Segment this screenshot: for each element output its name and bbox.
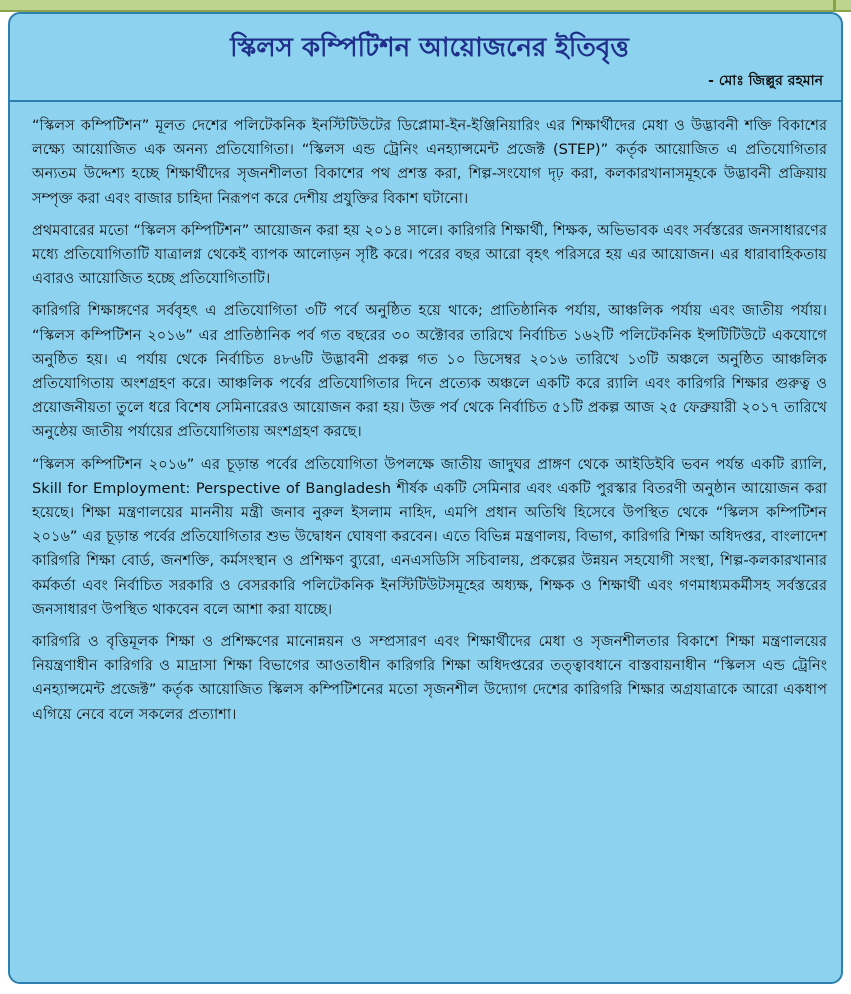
article-paragraph-5: কারিগরি ও বৃত্তিমূলক শিক্ষা ও প্রশিক্ষণের মানোন্নয়ন ও সম্প্রসারণ এবং শিক্ষার্থীদের মেধা ও সৃজনশীলতার বিকাশে শিক্ষা মন্ত্রণালয়ের নিয়ন্ত্রণাধীন কারিগরি ও মাদ্রাসা শিক্ষা বিভাগের আওতাধীন কারিগরি শিক্ষা অধিদপ্তরের তত্ত্বাবধানে বাস্তবায়নাধীন “স্কিলস এন্ড ট্রেনিং এনহ্যান্সমেন্ট প্রজেক্ট” কর্তৃক আয়োজিত স্কিলস কম্পিটিশনের মতো সৃজনশীল উদ্যোগ দেশের কারিগরি শিক্ষার অগ্রযাত্রাকে আরো একধাপ এগিয়ে নেবে বলে সকলের প্রত্যাশা। [32,633,827,723]
article-paragraph-3: কারিগরি শিক্ষাঙ্গণের সর্ববৃহৎ এ প্রতিযোগিতা ৩টি পর্বে অনুষ্ঠিত হয়ে থাকে; প্রাতিষ্ঠানিক পর্যায়, আঞ্চলিক পর্যায় এবং জাতীয় পর্যায়। “স্কিলস কম্পিটিশন ২০১৬” এর প্রাতিষ্ঠানিক পর্ব গত বছরের ৩০ অক্টোবর তারিখে নির্বাচিত ১৬২টি পলিটেকনিক ইন্সটিটিউটে একযোগে অনুষ্ঠিত হয়। এ পর্যায় থেকে নির্বাচিত ৪৮৬টি উদ্ভাবনী প্রকল্প গত ১০ ডিসেম্বর ২০১৬ তারিখে ১৩টি অঞ্চলে অনুষ্ঠিত আঞ্চলিক প্রতিযোগিতায় অংশগ্রহণ করে। আঞ্চলিক পর্বের প্রতিযোগিতার দিনে প্রত্যেক অঞ্চলে একটি করে র‍্যালি এবং কারিগরি শিক্ষার গুরুত্ব ও প্রয়োজনীয়তা তুলে ধরে বিশেষ সেমিনারেরও আয়োজন করা হয়। উক্ত পর্ব থেকে নির্বাচিত ৫১টি প্রকল্প আজ ২৫ ফেব্রুয়ারী ২০১৭ তারিখে অনুষ্ঠেয় জাতীয় পর্যায়ের প্রতিযোগিতায় অংশগ্রহণ করছে। [32,302,827,441]
top-decorative-bar [0,0,851,12]
article-paragraph-4: “স্কিলস কম্পিটিশন ২০১৬” এর চূড়ান্ত পর্বের প্রতিযোগিতা উপলক্ষে জাতীয় জাদুঘর প্রাঙ্গণ থেকে আইডিইবি ভবন পর্যন্ত একটি র‍্যালি, Skill for Employment: Perspective of Bangladesh শীর্ষক একটি সেমিনার এবং একটি পুরস্কার বিতরণী অনুষ্ঠান আয়োজন করা হয়েছে। শিক্ষা মন্ত্রণালয়ের মাননীয় মন্ত্রী জনাব নুরুল ইসলাম নাহিদ, এমপি প্রধান অতিথি হিসেবে উপস্থিত থেকে “স্কিলস কম্পিটিশন ২০১৬” এর চূড়ান্ত পর্বের প্রতিযোগিতার শুভ উদ্বোধন ঘোষণা করবেন। এতে বিভিন্ন মন্ত্রণালয়, বিভাগ, কারিগরি শিক্ষা অধিদপ্তর, বাংলাদেশ কারিগরি শিক্ষা বোর্ড, জনশক্তি, কর্মসংস্থান ও প্রশিক্ষণ ব্যুরো, এনএসডিসি সচিবালয়, প্রকল্পের উন্নয়ন সহযোগী সংস্থা, শিল্প-কলকারখানার কর্মকর্তা এবং নির্বাচিত সরকারি ও বেসরকারি পলিটেকনিক ইনস্টিটিউটসমূহের অধ্যক্ষ, শিক্ষক ও শিক্ষার্থী এবং গণমাধ্যমকর্মীসহ সর্বস্তরের জনসাধারণ উপস্থিত থাকবেন বলে আশা করা যাচ্ছে। [32,455,827,618]
article-title: স্কিলস কম্পিটিশন আয়োজনের ইতিবৃত্ত [230,33,629,63]
article-panel [8,12,843,984]
bar-tick [833,0,836,12]
article-paragraph-1: “স্কিলস কম্পিটিশন” মূলত দেশের পলিটেকনিক ইনস্টিটিউটের ডিপ্লোমা-ইন-ইঞ্জিনিয়ারিং এর শিক্ষার্থীদের মেধা ও উদ্ভাবনী শক্তি বিকাশের লক্ষ্যে আয়োজিত এক অনন্য প্রতিযোগিতা। “স্কিলস এন্ড ট্রেনিং এনহ্যান্সমেন্ট প্রজেক্ট (STEP)” কর্তৃক আয়োজিত এ প্রতিযোগিতার অন্যতম উদ্দেশ্য হচ্ছে শিক্ষার্থীদের সৃজনশীলতা বিকাশের পথ প্রশস্ত করা, শিল্প-সংযোগ দৃঢ় করা, কলকারখানাসমূহকে উদ্ভাবনী প্রক্রিয়ায় সম্পৃক্ত করা এবং বাজার চাহিদা নিরূপণ করে দেশীয় প্রযুক্তির বিকাশ ঘটানো। [32,117,827,207]
title-divider [10,100,841,102]
article-author: - মোঃ জিল্লুর রহমান [708,73,823,89]
article-paragraph-2: প্রথমবারের মতো “স্কিলস কম্পিটিশন” আয়োজন করা হয় ২০১৪ সালে। কারিগরি শিক্ষার্থী, শিক্ষক, অভিভাবক এবং সর্বস্তরের জনসাধারণের মধ্যে প্রতিযোগিতাটি যাত্রালগ্ন থেকেই ব্যাপক আলোড়ন সৃষ্টি করে। পরের বছর আরো বৃহৎ পরিসরে হয় এর আয়োজন। এর ধারাবাহিকতায় এবারও আয়োজিত হচ্ছে প্রতিযোগিতাটি। [32,221,827,288]
